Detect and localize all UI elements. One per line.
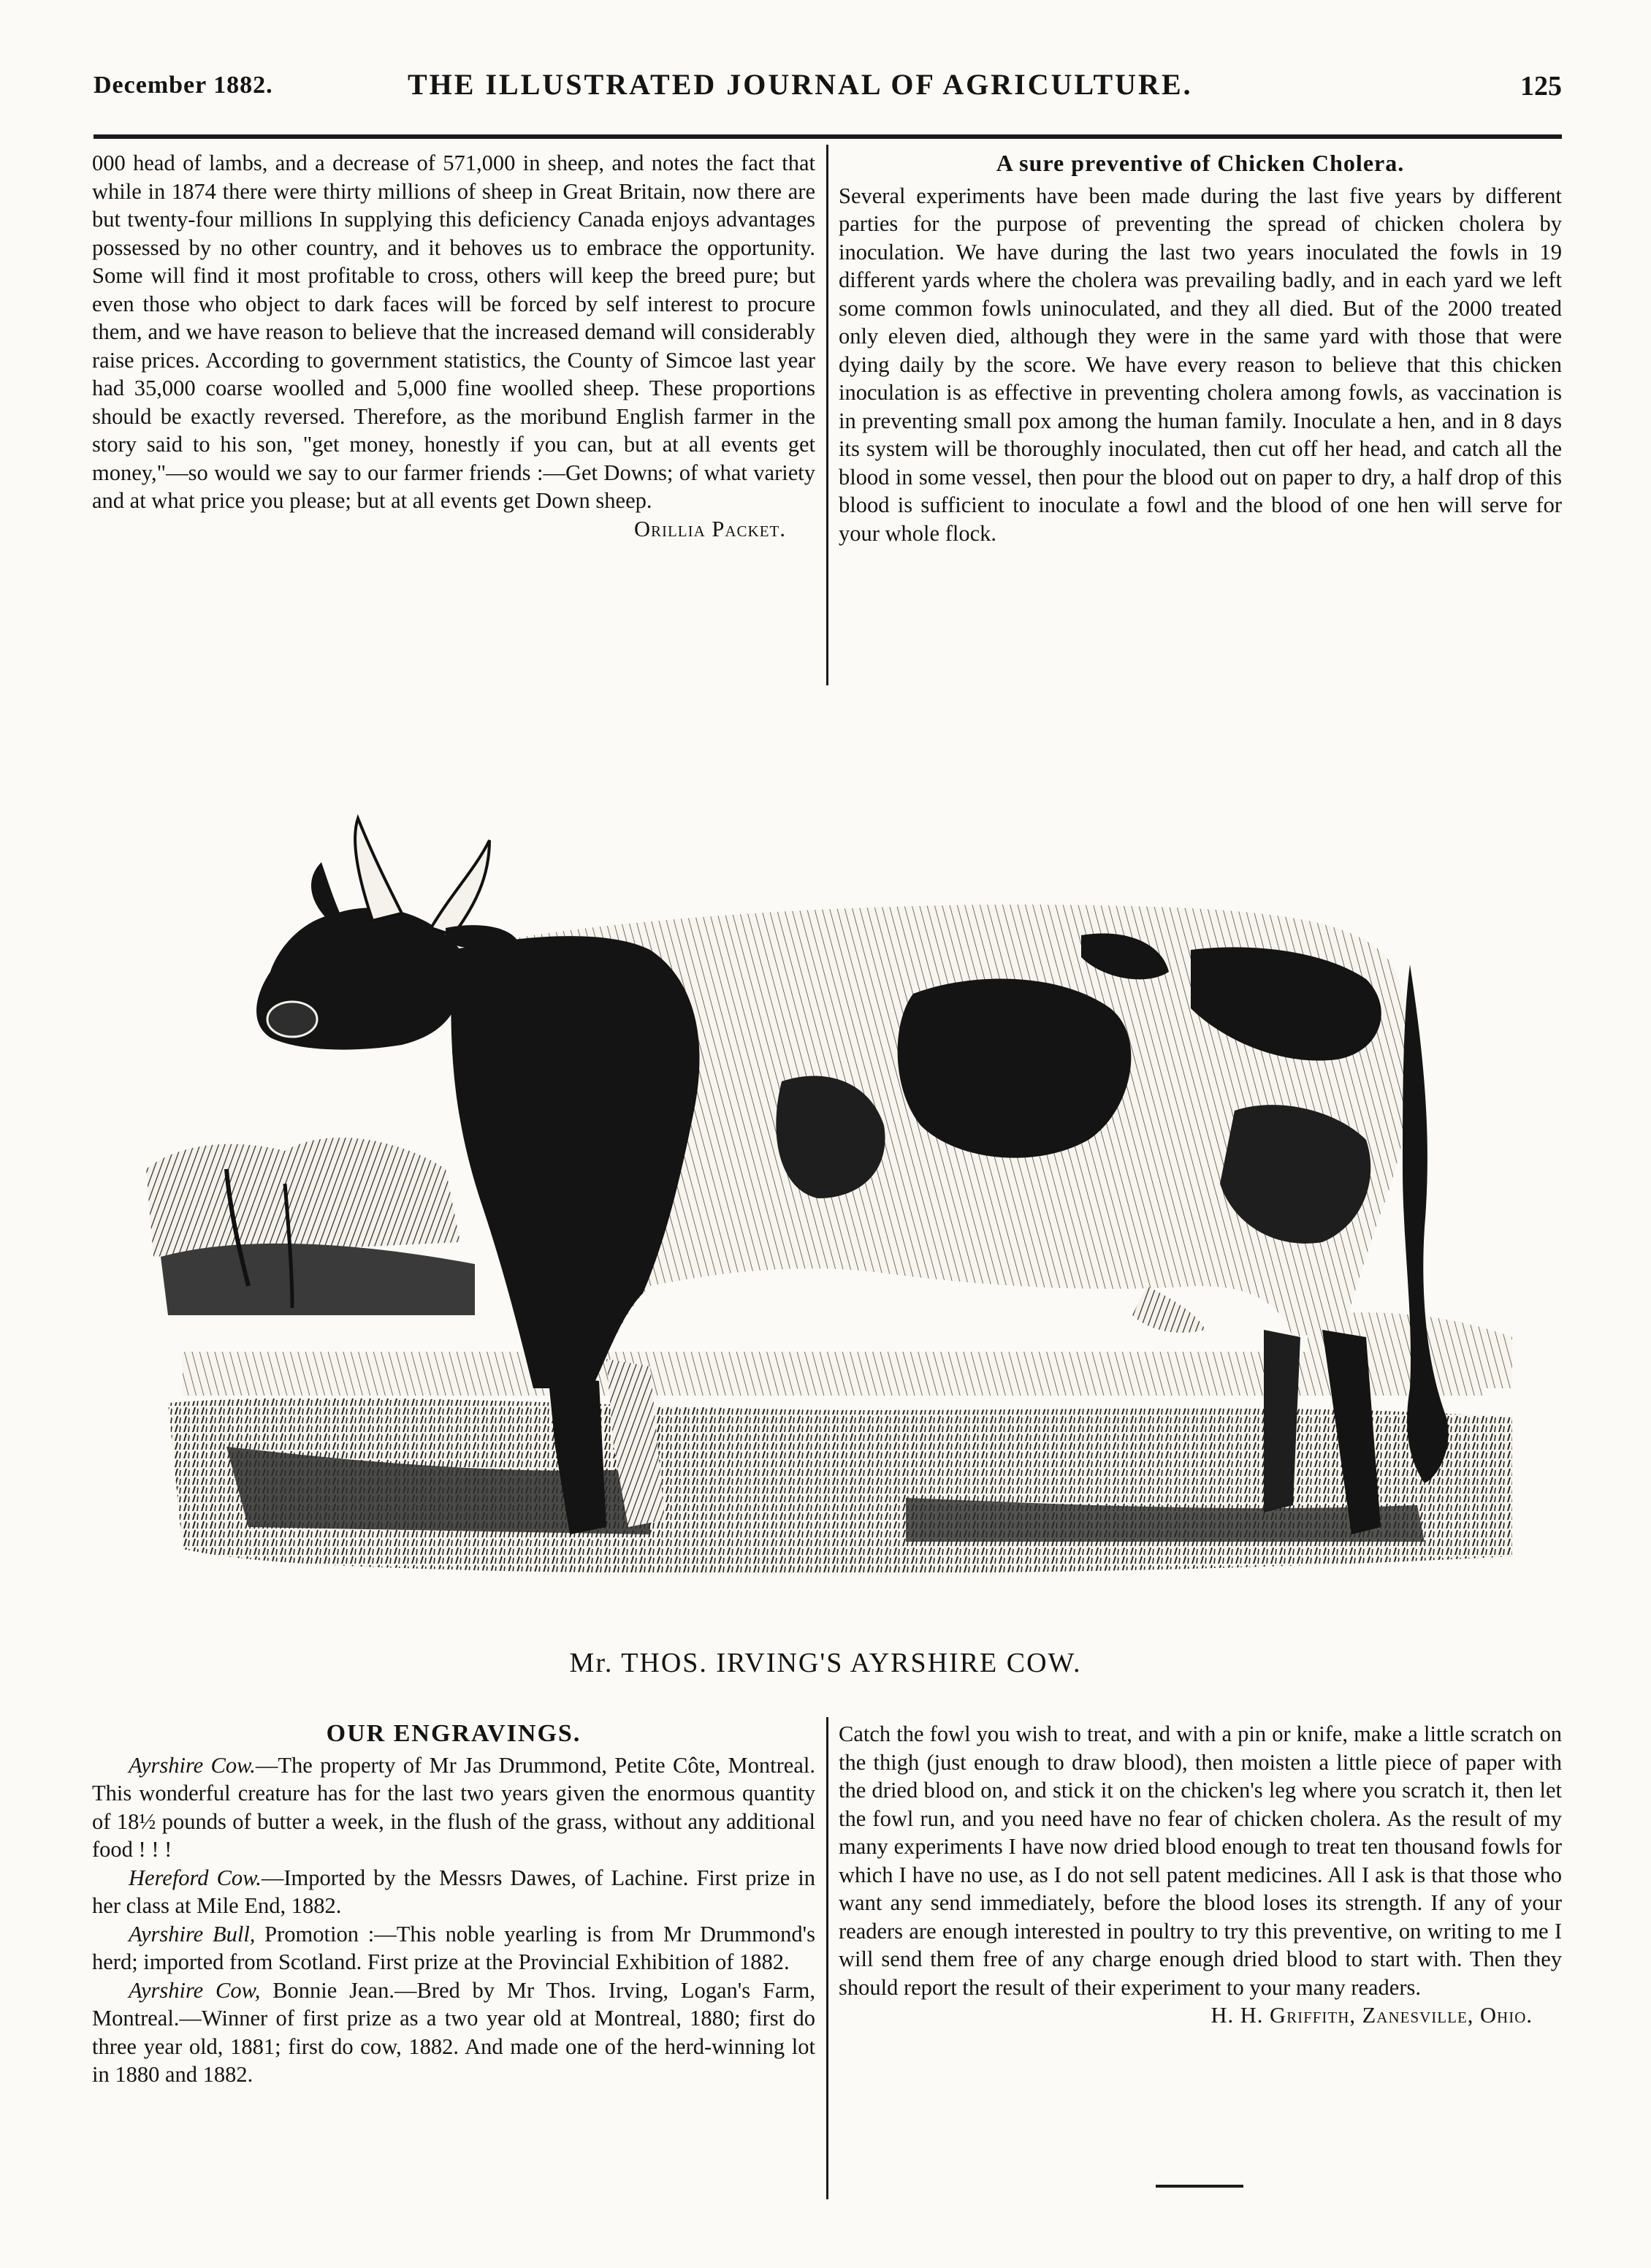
chicken-cholera-continuation [839, 1720, 1562, 2030]
engraving-entry [92, 1920, 815, 1976]
issue-date: December 1882. [94, 72, 273, 99]
journal-title: THE ILLUSTRATED JOURNAL OF AGRICULTURE. [408, 68, 1193, 101]
page-number: 125 [1520, 71, 1562, 102]
entry-label: Ayrshire Cow, [129, 1977, 261, 2003]
entry-text: Promotion :—This noble yearling is from Mr Drummond's herd; imported from Scotland. First prize at the Provincial Exhibition of 1882. [92, 1921, 815, 1974]
chicken-cholera-article [839, 149, 1562, 547]
column-divider-bottom [826, 1717, 828, 2199]
closing-rule [1156, 2185, 1243, 2188]
sheep-article-text: 000 head of lambs, and a decrease of 571,000 in sheep, and notes the fact that while in 1874 there were thirty millions of sheep in Great Britain, now there are but twenty-four millions In supplying this deficiency Canada enjoys advantages possessed by no other country, and it behoves us to embrace the opportunity. Some will find it most profitable to cross, others will keep the breed pure; but even those who object to dark faces will be forced by self interest to procure them, and we have reason to believe that the increased demand will considerably raise prices. According to government statistics, the County of Simcoe last year had 35,000 coarse woolled and 5,000 fine woolled sheep. These proportions should be exactly reversed. Therefore, as the moribund English farmer in the story said to his son, "get money, honestly if you can, but at all events get money,"—so would we say to our farmer friends :—Get Downs; of what variety and at what price you please; but at all events get Down sheep. [92, 151, 815, 513]
sheep-article-continuation [92, 149, 815, 543]
our-engravings-section [92, 1720, 815, 2089]
entry-text: Bonnie Jean.—Bred by Mr Thos. Irving, Logan's Farm, Montreal.—Winner of first prize as a two year old at Montreal, 1880; first do three year old, 1881; first do cow, 1882. And made one of the herd-winning lot in 1880 and 1882. [92, 1977, 815, 2087]
sheep-article-source: Orillia Packet. [633, 516, 786, 541]
our-engravings-heading: OUR ENGRAVINGS. [326, 1720, 582, 1747]
column-divider-top [826, 145, 828, 685]
entry-text: —Imported by the Messrs Dawes, of Lachine. First prize in her class at Mile End, 1882. [92, 1865, 815, 1918]
chicken-cholera-continued-text: Catch the fowl you wish to treat, and with a pin or knife, make a little scratch on the thigh (just enough to draw blood), then moisten a little piece of paper with the dried blood on, and stick it on the chicken's leg where you scratch it, then let the fowl run, and you need have no fear of chicken cholera. As the result of my many experiments I have now dried blood enough to treat ten thousand fowls for which I have no use, as I do not sell patent medicines. All I ask is that those who want any send immediately, before the blood loses its strength. If any of your readers are enough interested in poultry to try this preventive, on writing to me I will send them free of any charge enough dried blood to start with. Then they should report the result of their experiment to your many readers. [839, 1721, 1562, 2000]
running-head [94, 67, 1562, 108]
engraving-caption: Mr. THOS. IRVING'S AYRSHIRE COW. [569, 1648, 1082, 1678]
entry-label: Ayrshire Bull, [129, 1921, 256, 1947]
entry-text: —The property of Mr Jas Drummond, Petite Côte, Montreal. This wonderful creature has for the last two years given the enormous quantity of 18½ pounds of butter a week, in the flush of the grass, without any additional food ! ! ! [92, 1752, 815, 1862]
chicken-cholera-text: Several experiments have been made during the last five years by different parties for the purpose of preventing the spread of chicken cholera by inoculation. We have during the last two years inoculated the fowls in 19 different yards where the cholera was prevailing badly, and in each yard we left some common fowls uninoculated, and they all died. But of the 2000 treated only eleven died, although they were in the same yard with those that were dying daily by the score. We have every reason to believe that this chicken inoculation is as effective in preventing cholera among fowls, as vaccination is in preventing small pox among the human family. Inoculate a hen, and in 8 days its system will be thoroughly inoculated, then cut off her head, and catch all the blood in some vessel, then pour the blood out on paper to dry, a half drop of this blood is sufficient to inoculate a fowl and the blood of one hen will serve for your whole flock. [839, 183, 1562, 546]
entry-label: Hereford Cow. [129, 1865, 262, 1890]
header-rule [94, 134, 1562, 139]
entry-label: Ayrshire Cow. [129, 1752, 256, 1778]
chicken-cholera-title: A sure preventive of Chicken Cholera. [996, 150, 1405, 176]
chicken-cholera-signature: H. H. Griffith, Zanesville, Ohio. [1210, 2003, 1533, 2028]
engraving-entry [92, 1864, 815, 1920]
ayrshire-cow-engraving [139, 731, 1541, 1629]
engraving-entry [92, 1751, 815, 1864]
engraving-entry [92, 1976, 815, 2089]
